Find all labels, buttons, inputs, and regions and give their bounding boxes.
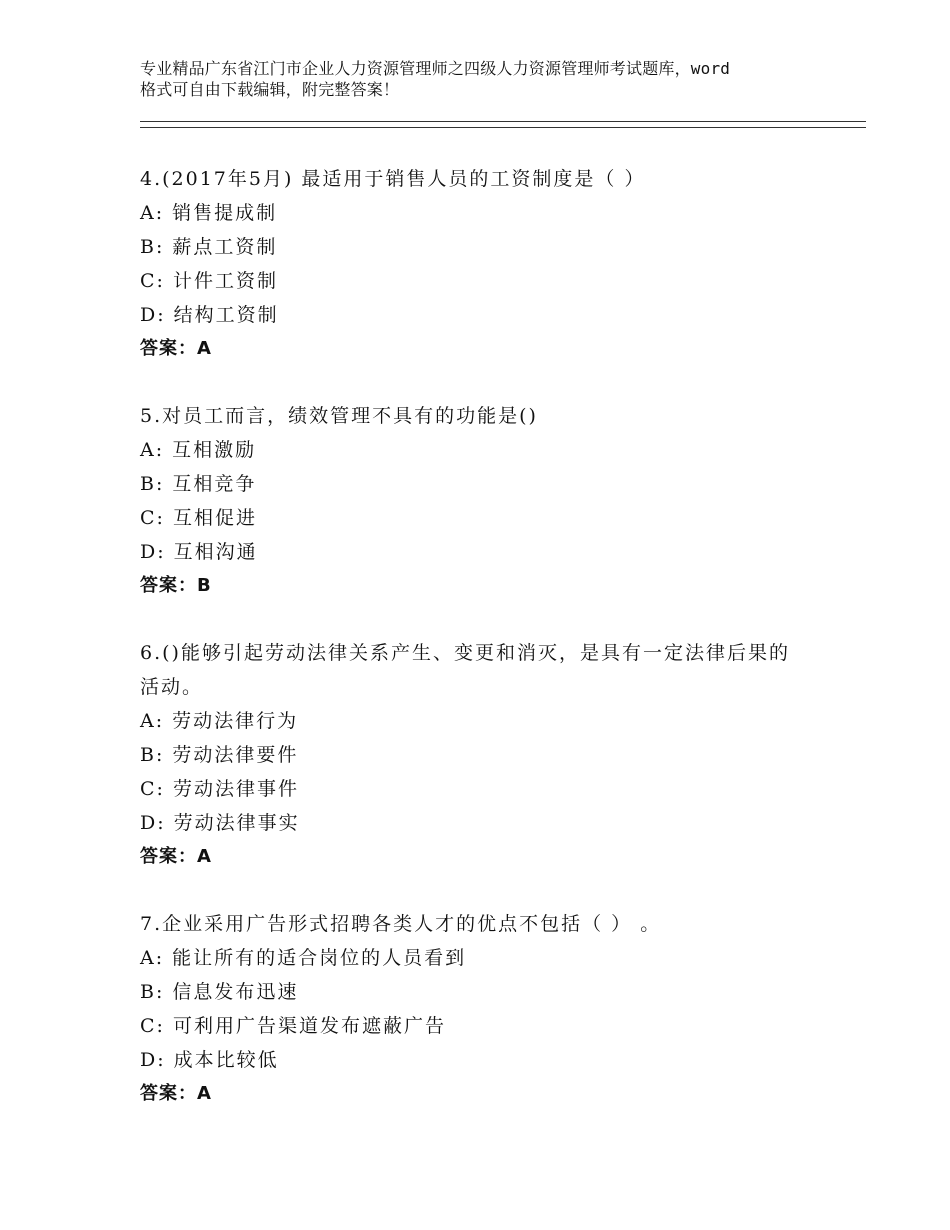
option-a: A: 互相激励 <box>140 439 257 461</box>
question-stem: 7.企业采用广告形式招聘各类人才的优点不包括（ ） 。 <box>140 913 662 935</box>
question-stem: 5.对员工而言，绩效管理不具有的功能是() <box>140 405 538 427</box>
option-d: D: 劳动法律事实 <box>140 812 300 834</box>
document-header <box>140 58 840 100</box>
option-c: C: 互相促进 <box>140 507 257 529</box>
question-6 <box>140 636 850 874</box>
option-b: B: 薪点工资制 <box>140 236 278 258</box>
question-stem: 4.(2017年5月) 最适用于销售人员的工资制度是（ ） <box>140 168 646 190</box>
option-c: C: 计件工资制 <box>140 270 278 292</box>
question-7 <box>140 907 850 1111</box>
answer: 答案：B <box>140 575 212 596</box>
header-line-2: 格式可自由下载编辑，附完整答案！ <box>140 80 400 99</box>
option-a: A: 劳动法律行为 <box>140 710 299 732</box>
option-a: A: 能让所有的适合岗位的人员看到 <box>140 947 467 969</box>
question-stem: 6.()能够引起劳动法律关系产生、变更和消灭，是具有一定法律后果的活动。 <box>140 642 790 698</box>
header-line-1: 专业精品广东省江门市企业人力资源管理师之四级人力资源管理师考试题库，word <box>140 59 731 78</box>
answer: 答案：A <box>140 1083 212 1104</box>
option-b: B: 劳动法律要件 <box>140 744 299 766</box>
option-c: C: 劳动法律事件 <box>140 778 299 800</box>
option-b: B: 互相竞争 <box>140 473 257 495</box>
option-b: B: 信息发布迅速 <box>140 981 299 1003</box>
option-a: A: 销售提成制 <box>140 202 278 224</box>
answer: 答案：A <box>140 846 212 867</box>
option-c: C: 可利用广告渠道发布遮蔽广告 <box>140 1015 446 1037</box>
answer: 答案：A <box>140 338 212 359</box>
question-4 <box>140 162 850 366</box>
option-d: D: 成本比较低 <box>140 1049 279 1071</box>
option-d: D: 互相沟通 <box>140 541 258 563</box>
question-list <box>140 162 850 1144</box>
question-5 <box>140 399 850 603</box>
header-divider <box>140 121 866 128</box>
option-d: D: 结构工资制 <box>140 304 279 326</box>
